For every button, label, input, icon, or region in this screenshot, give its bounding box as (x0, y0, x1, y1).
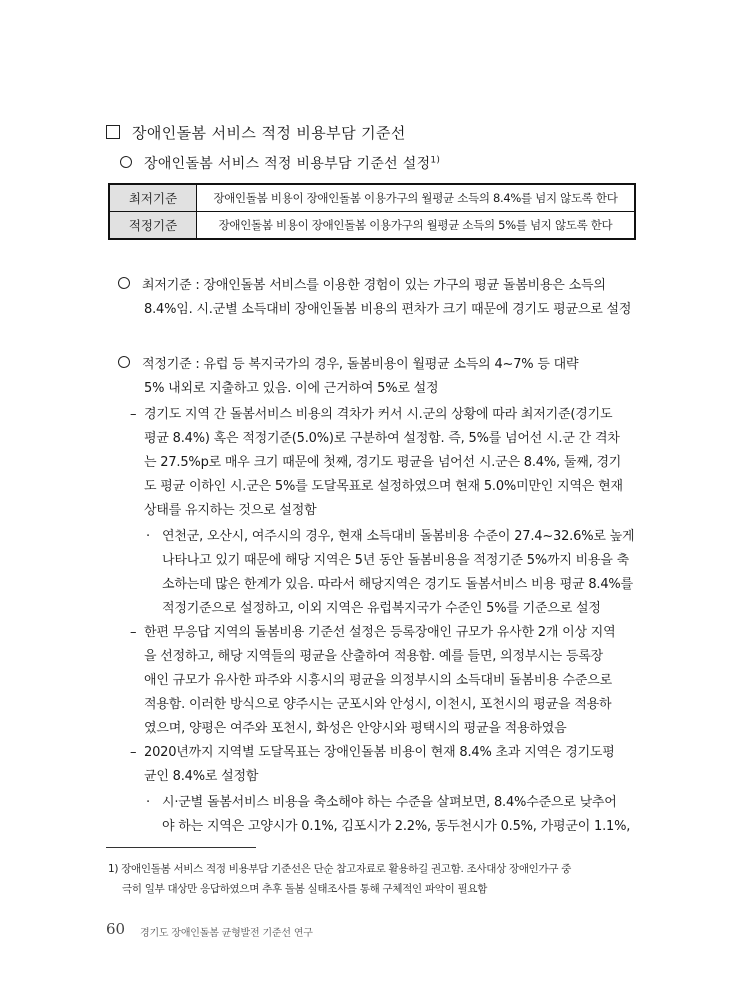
dot-paragraph: · 연천군, 오산시, 여주시의 경우, 현재 소득대비 돌봄비용 수준이 27.4~32.6%로 높게 나타나고 있기 때문에 해당 지역은 5년 동안 돌봄비용을 적정기준 5%까지 비용을 축 소하는데 많은 한계가 있음. 따라서 해당지역은 경기도 돌봄서비스 비용 평균 8.4%를 적정기준으로 설정하고, 이외 지역은 유럽복지국가 수준인 5%를 기준으로 설정 (146, 525, 634, 621)
dash-paragraph: – 한편 무응답 지역의 돌봄비용 기준선 설정은 등록장애인 규모가 유사한 2개 이상 지역 을 선정하고, 해당 지역들의 평균을 산출하여 적용함. 예를 들면, 의정부시는 등록장 애인 규모가 유사한 파주와 시흥시의 평균을 의정부시의 소득대비 돌봄비용 수준으로 적용함. 이러한 방식으로 양주시는 군포시와 안성시, 이천시, 포천시의 평균을 적용하 였으며, 양평은 여주와 포천시, 화성은 안양시와 평택시의 평균을 적용하였음 (130, 621, 616, 741)
table-row (109, 184, 635, 212)
footnote-divider (106, 847, 256, 848)
section-heading: 장애인돌봄 서비스 적정 비용부담 기준선 (106, 122, 406, 143)
subsection-heading: 장애인돌봄 서비스 적정 비용부담 기준선 설정$^{1)}$ (120, 153, 440, 173)
dash-paragraph: – 경기도 지역 간 돌봄서비스 비용의 격차가 커서 시.군의 상황에 따라 최저기준(경기도 평균 8.4%) 혹은 적정기준(5.0%)로 구분하여 설정함. 즉, 5%를 넘어선 시.군 간 격차 는 27.5%p로 매우 크기 때문에 첫째, 경기도 평균을 넘어선 시.군은 8.4%, 둘째, 경기 도 평균 이하인 시.군은 5%를 도달목표로 설정하였으며 현재 5.0%미만인 지역은 현재 상태를 유지하는 것으로 설정함 (130, 403, 623, 523)
standards-table (108, 183, 636, 240)
paragraph-min-standard: 최저기준 : 장애인돌봄 서비스를 이용한 경험이 있는 가구의 평균 돌봄비용은 소득의 8.4%임. 시.군별 소득대비 장애인돌봄 비용의 편차가 크기 때문에 경기도 평균으로 설정 (118, 274, 631, 322)
dash-paragraph: – 2020년까지 지역별 도달목표는 장애인돌봄 비용이 현재 8.4% 초과 지역은 경기도평 균인 8.4%로 설정함 (130, 741, 615, 789)
footnote: 1) 장애인돌봄 서비스 적정 비용부담 기준선은 단순 참고자료로 활용하길 권고함. 조사대상 장애인가구 중 극히 일부 대상만 응답하였으며 추후 돌봄 실태조사를 통해 구체적인 파악이 필요함 (108, 863, 572, 895)
paragraph-proper-standard: 적정기준 : 유럽 등 복지국가의 경우, 돌봄비용이 월평균 소득의 4~7% 등 대략 5% 내외로 지출하고 있음. 이에 근거하여 5%로 설정 (118, 353, 578, 401)
dash-bullet-icon: – (130, 745, 137, 760)
circle-bullet-icon (120, 156, 132, 168)
dot-paragraph: · 시·군별 돌봄서비스 비용을 축소해야 하는 수준을 살펴보면, 8.4%수준으로 낮추어 야 하는 지역은 고양시가 0.1%, 김포시가 2.2%, 동두천시가 0.5%, 가평군이 1.1%, (146, 791, 630, 839)
table-cell-label: 적정기준 (109, 212, 197, 240)
dash-bullet-icon: – (130, 407, 137, 422)
square-bullet-icon (106, 125, 120, 139)
middle-dot-bullet-icon: · (146, 529, 150, 544)
table-cell-label: 최저기준 (109, 184, 197, 212)
circle-bullet-icon (118, 277, 130, 289)
footnote-marker: 1) (430, 155, 441, 166)
table-row (109, 212, 635, 240)
middle-dot-bullet-icon: · (146, 795, 150, 810)
table-cell-text: 장애인돌봄 비용이 장애인돌봄 이용가구의 월평균 소득의 5%를 넘지 않도록 한다 (197, 212, 636, 240)
table-cell-text: 장애인돌봄 비용이 장애인돌봄 이용가구의 월평균 소득의 8.4%를 넘지 않도록 한다 (213, 191, 618, 205)
running-title: 경기도 장애인돌봄 균형발전 기준선 연구 (140, 928, 313, 939)
circle-bullet-icon (118, 356, 130, 368)
page-number: 60 (106, 920, 126, 938)
dash-bullet-icon: – (130, 625, 137, 640)
